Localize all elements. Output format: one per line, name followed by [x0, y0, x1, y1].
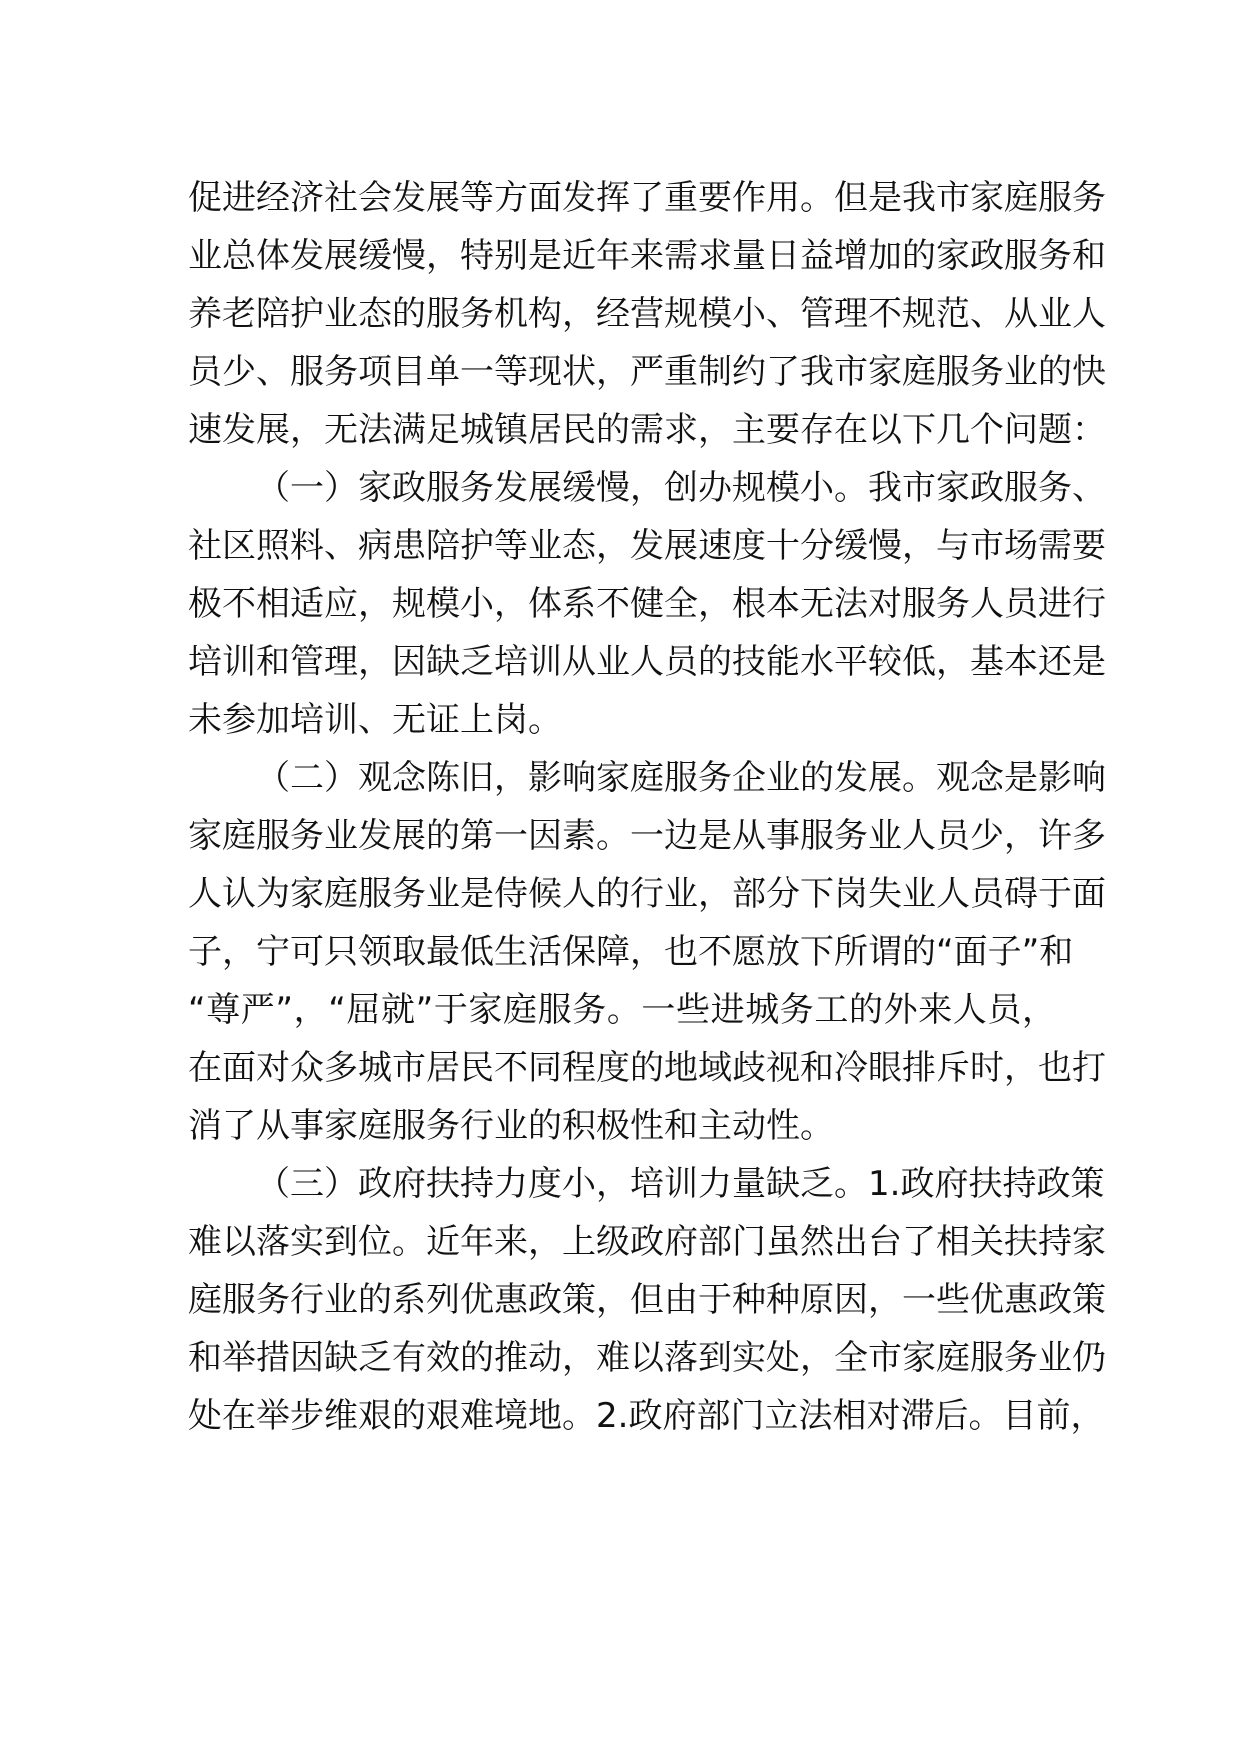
section-heading-2: （二）观念陈旧，影响家庭服务企业的发展。观念是影响: [256, 758, 1106, 798]
text-line-7: 社区照料、病患陪护等业态，发展速度十分缓慢，与市场需要: [188, 526, 1106, 566]
text-line-21: 和举措因缺乏有效的推动，难以落到实处，全市家庭服务业仍: [188, 1338, 1106, 1378]
section-heading-1: （一）家政服务发展缓慢，创办规模小。我市家政服务、: [256, 468, 1106, 508]
text-line-3: 养老陪护业态的服务机构，经营规模小、管理不规范、从业人: [188, 294, 1106, 334]
text-line-13: 人认为家庭服务业是侍候人的行业，部分下岗失业人员碍于面: [188, 874, 1106, 914]
text-line-8: 极不相适应，规模小，体系不健全，根本无法对服务人员进行: [188, 584, 1106, 624]
text-line-22: 处在举步维艰的艰难境地。2.政府部门立法相对滞后。目前，: [188, 1396, 1105, 1436]
text-line-16: 在面对众多城市居民不同程度的地域歧视和冷眼排斥时，也打: [188, 1048, 1106, 1088]
text-line-14: 子，宁可只领取最低生活保障，也不愿放下所谓的“面子”和: [188, 932, 1074, 972]
text-line-19: 难以落实到位。近年来，上级政府部门虽然出台了相关扶持家: [188, 1222, 1106, 1262]
text-line-4: 员少、服务项目单一等现状，严重制约了我市家庭服务业的快: [188, 352, 1106, 392]
text-line-20: 庭服务行业的系列优惠政策，但由于种种原因，一些优惠政策: [188, 1280, 1106, 1320]
text-line-1: 促进经济社会发展等方面发挥了重要作用。但是我市家庭服务: [188, 178, 1106, 218]
text-line-17: 消了从事家庭服务行业的积极性和主动性。: [188, 1106, 834, 1146]
text-line-15: “尊严”，“屈就”于家庭服务。一些进城务工的外来人员，: [188, 990, 1056, 1030]
text-line-10: 未参加培训、无证上岗。: [188, 700, 562, 740]
text-line-9: 培训和管理，因缺乏培训从业人员的技能水平较低，基本还是: [188, 642, 1106, 682]
text-line-2: 业总体发展缓慢，特别是近年来需求量日益增加的家政服务和: [188, 236, 1106, 276]
text-line-5: 速发展，无法满足城镇居民的需求，主要存在以下几个问题：: [188, 410, 1106, 450]
text-line-12: 家庭服务业发展的第一因素。一边是从事服务业人员少，许多: [188, 816, 1106, 856]
section-heading-3: （三）政府扶持力度小，培训力量缺乏。1.政府扶持政策: [256, 1164, 1105, 1204]
